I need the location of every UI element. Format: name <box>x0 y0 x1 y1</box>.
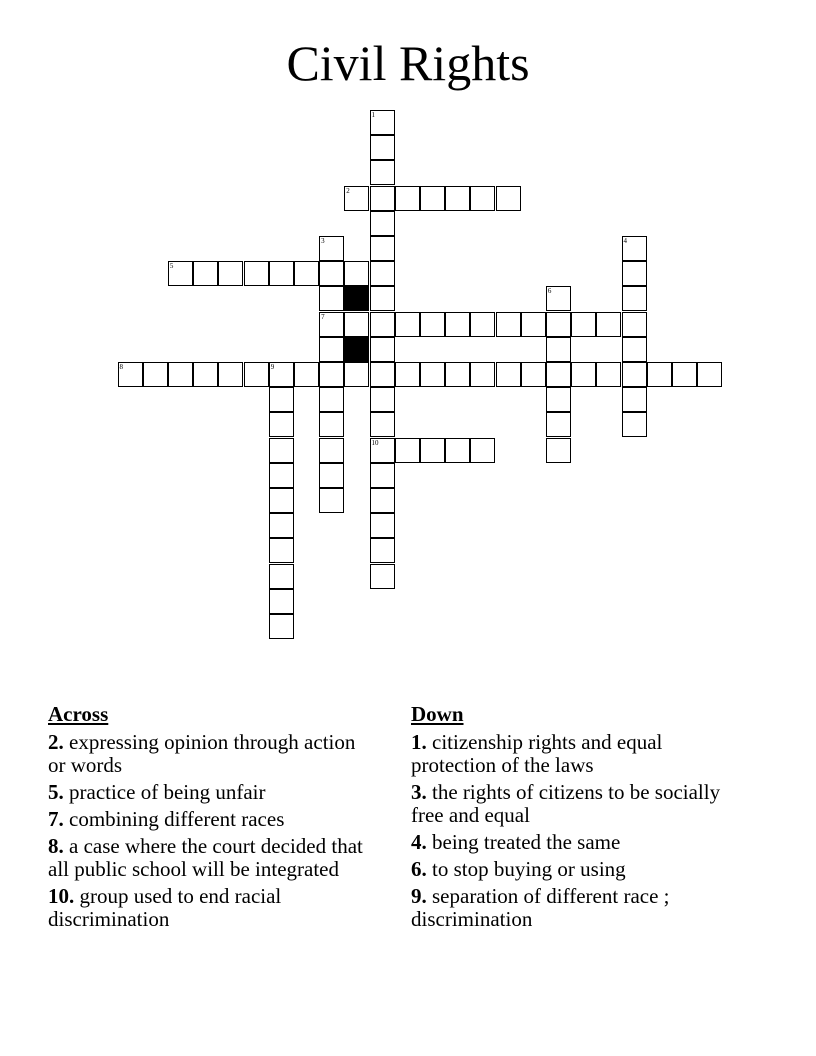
clue-text: expressing opinion through action or words <box>48 730 356 777</box>
clue-number: 3. <box>411 780 427 804</box>
across-clue-7 <box>48 808 378 831</box>
clue-text: group used to end racial discrimination <box>48 884 282 931</box>
cell-number: 1 <box>371 111 375 119</box>
grid-cell[interactable] <box>319 412 344 437</box>
grid-cell[interactable] <box>445 438 470 463</box>
grid-cell[interactable] <box>370 387 395 412</box>
grid-cell[interactable] <box>370 110 395 135</box>
grid-cell[interactable] <box>546 337 571 362</box>
grid-cell[interactable] <box>420 362 445 387</box>
grid-cell[interactable] <box>193 261 218 286</box>
grid-cell[interactable] <box>370 463 395 488</box>
grid-cell[interactable] <box>118 362 143 387</box>
grid-cell[interactable] <box>546 387 571 412</box>
clue-number: 6. <box>411 857 427 881</box>
grid-cell[interactable] <box>622 337 647 362</box>
clue-text: to stop buying or using <box>432 857 626 881</box>
down-clue-9 <box>411 885 741 931</box>
grid-cell[interactable] <box>370 236 395 261</box>
grid-cell[interactable] <box>647 362 672 387</box>
grid-cell[interactable] <box>344 261 369 286</box>
grid-cell[interactable] <box>269 589 294 614</box>
grid-cell[interactable] <box>370 135 395 160</box>
clue-text: citizenship rights and equal protection of the laws <box>411 730 663 777</box>
grid-cell[interactable] <box>395 186 420 211</box>
cell-number: 8 <box>119 363 123 371</box>
grid-cell[interactable] <box>319 261 344 286</box>
grid-cell[interactable] <box>521 362 546 387</box>
across-clue-2 <box>48 731 378 777</box>
block-cell <box>344 286 369 311</box>
grid-cell[interactable] <box>218 362 243 387</box>
grid-cell[interactable] <box>370 312 395 337</box>
grid-cell[interactable] <box>370 488 395 513</box>
grid-cell[interactable] <box>168 362 193 387</box>
down-clue-1 <box>411 731 741 777</box>
clue-text: separation of different race ; discrimination <box>411 884 670 931</box>
grid-cell[interactable] <box>319 463 344 488</box>
clue-number: 4. <box>411 830 427 854</box>
down-clue-4 <box>411 831 741 854</box>
grid-cell[interactable] <box>269 614 294 639</box>
clue-number: 1. <box>411 730 427 754</box>
grid-cell[interactable] <box>420 438 445 463</box>
grid-cell[interactable] <box>319 337 344 362</box>
grid-cell[interactable] <box>244 261 269 286</box>
cell-number: 10 <box>371 438 379 447</box>
grid-cell[interactable] <box>697 362 722 387</box>
grid-cell[interactable] <box>294 261 319 286</box>
grid-cell[interactable] <box>546 286 571 311</box>
grid-cell[interactable] <box>370 412 395 437</box>
grid-cell[interactable] <box>496 362 521 387</box>
grid-cell[interactable] <box>269 538 294 563</box>
down-clue-6 <box>411 858 741 881</box>
clue-text: the rights of citizens to be socially free and equal <box>411 780 721 827</box>
grid-cell[interactable] <box>319 438 344 463</box>
grid-cell[interactable] <box>168 261 193 286</box>
grid-cell[interactable] <box>420 186 445 211</box>
clue-text: practice of being unfair <box>69 780 266 804</box>
cell-number: 9 <box>270 363 275 371</box>
grid-cell[interactable] <box>622 362 647 387</box>
cell-number: 3 <box>321 237 325 245</box>
grid-cell[interactable] <box>269 362 294 387</box>
grid-cell[interactable] <box>370 538 395 563</box>
grid-cell[interactable] <box>571 312 596 337</box>
grid-cell[interactable] <box>319 362 344 387</box>
grid-cell[interactable] <box>143 362 168 387</box>
clue-text: being treated the same <box>432 830 621 854</box>
clue-number: 8. <box>48 834 64 858</box>
down-heading: Down <box>411 702 464 726</box>
grid-cell[interactable] <box>370 337 395 362</box>
clue-number: 5. <box>48 780 64 804</box>
clue-text: a case where the court decided that all public school will be integrated <box>48 834 363 881</box>
across-clue-8 <box>48 835 378 881</box>
grid-cell[interactable] <box>496 186 521 211</box>
grid-cell[interactable] <box>622 236 647 261</box>
grid-cell[interactable] <box>596 312 621 337</box>
grid-cell[interactable] <box>622 312 647 337</box>
grid-cell[interactable] <box>470 186 495 211</box>
grid-cell[interactable] <box>269 564 294 589</box>
grid-cell[interactable] <box>370 564 395 589</box>
grid-cell[interactable] <box>622 412 647 437</box>
grid-cell[interactable] <box>395 312 420 337</box>
grid-cell[interactable] <box>269 438 294 463</box>
grid-cell[interactable] <box>269 412 294 437</box>
grid-cell[interactable] <box>546 312 571 337</box>
grid-cell[interactable] <box>546 438 571 463</box>
grid-cell[interactable] <box>370 362 395 387</box>
grid-cell[interactable] <box>370 160 395 185</box>
across-clues <box>48 703 378 935</box>
grid-cell[interactable] <box>269 463 294 488</box>
grid-cell[interactable] <box>470 362 495 387</box>
grid-cell[interactable] <box>319 286 344 311</box>
cell-number: 7 <box>321 312 325 321</box>
grid-cell[interactable] <box>622 387 647 412</box>
grid-cell[interactable] <box>344 186 369 211</box>
grid-cell[interactable] <box>521 312 546 337</box>
grid-cell[interactable] <box>370 438 395 463</box>
grid-cell[interactable] <box>269 513 294 538</box>
grid-cell[interactable] <box>672 362 697 387</box>
clue-number: 7. <box>48 807 64 831</box>
grid-cell[interactable] <box>269 261 294 286</box>
cell-number: 4 <box>623 237 627 245</box>
grid-cell[interactable] <box>344 312 369 337</box>
cell-number: 5 <box>169 262 174 271</box>
grid-cell[interactable] <box>269 488 294 513</box>
grid-cell[interactable] <box>319 312 344 337</box>
grid-cell[interactable] <box>546 362 571 387</box>
grid-cell[interactable] <box>370 513 395 538</box>
grid-cell[interactable] <box>269 387 294 412</box>
across-clue-5 <box>48 781 378 804</box>
cell-number: 2 <box>346 186 350 195</box>
down-clue-3 <box>411 781 741 827</box>
grid-cell[interactable] <box>445 186 470 211</box>
grid-cell[interactable] <box>395 438 420 463</box>
grid-cell[interactable] <box>596 362 621 387</box>
grid-cell[interactable] <box>470 438 495 463</box>
across-clue-10 <box>48 885 378 931</box>
grid-cell[interactable] <box>445 312 470 337</box>
grid-cell[interactable] <box>193 362 218 387</box>
grid-cell[interactable] <box>571 362 596 387</box>
cell-number: 6 <box>547 287 552 296</box>
grid-cell[interactable] <box>420 312 445 337</box>
down-clues <box>411 703 741 935</box>
grid-cell[interactable] <box>470 312 495 337</box>
grid-cell[interactable] <box>319 488 344 513</box>
grid-cell[interactable] <box>546 412 571 437</box>
clue-number: 9. <box>411 884 427 908</box>
puzzle-title: Civil Rights <box>286 35 530 91</box>
grid-cell[interactable] <box>294 362 319 387</box>
grid-cell[interactable] <box>319 236 344 261</box>
clue-text: combining different races <box>69 807 285 831</box>
block-cell <box>344 337 369 362</box>
grid-cell[interactable] <box>344 362 369 387</box>
clue-number: 10. <box>48 884 75 908</box>
grid-cell[interactable] <box>319 387 344 412</box>
grid-cell[interactable] <box>218 261 243 286</box>
grid-cell[interactable] <box>370 211 395 236</box>
grid-cell[interactable] <box>244 362 269 387</box>
across-heading: Across <box>48 702 109 726</box>
grid-cell[interactable] <box>370 261 395 286</box>
grid-cell[interactable] <box>395 362 420 387</box>
grid-cell[interactable] <box>622 261 647 286</box>
grid-cell[interactable] <box>370 186 395 211</box>
grid-cell[interactable] <box>622 286 647 311</box>
grid-cell[interactable] <box>445 362 470 387</box>
clue-number: 2. <box>48 730 64 754</box>
grid-cell[interactable] <box>370 286 395 311</box>
grid-cell[interactable] <box>496 312 521 337</box>
